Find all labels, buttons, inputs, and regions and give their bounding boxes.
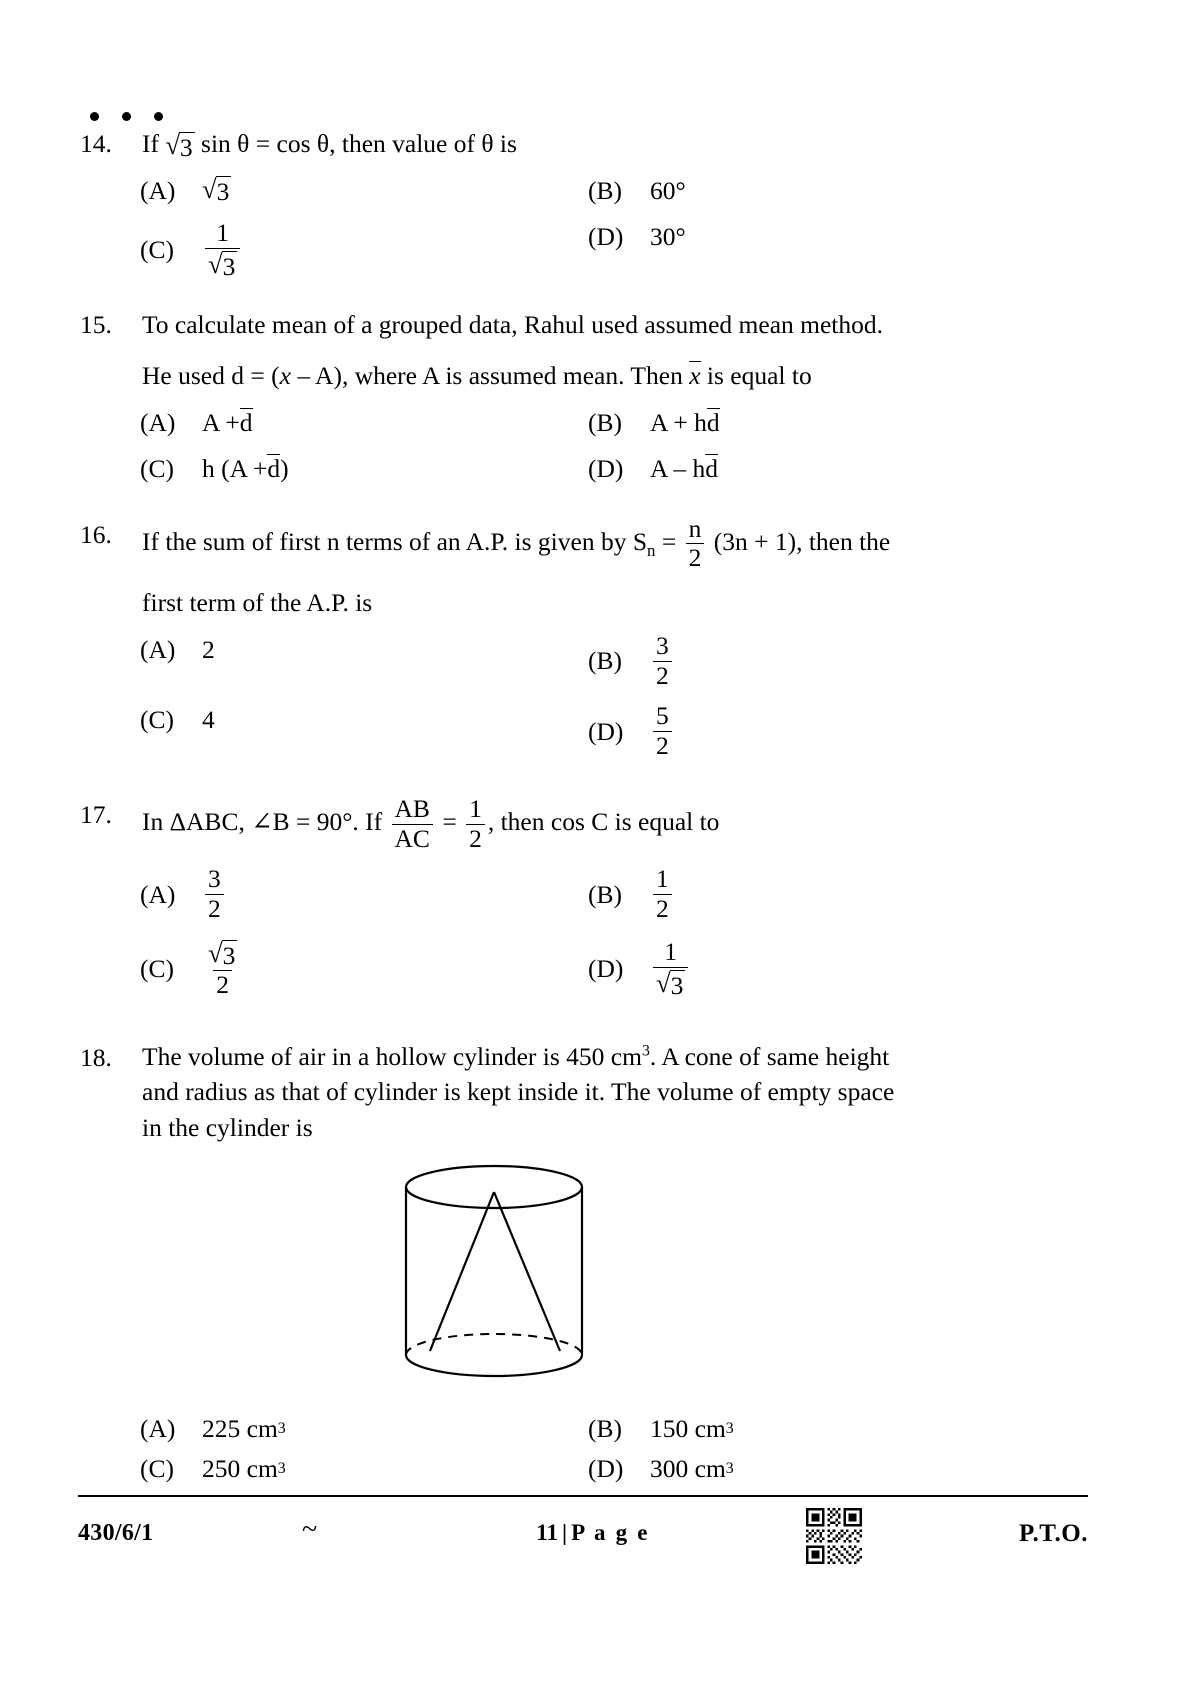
denominator: 2 (205, 894, 224, 923)
denominator: 2 (653, 731, 672, 760)
question-line-1 (142, 1039, 1088, 1074)
numerator (205, 939, 240, 971)
option-label: (B) (588, 646, 622, 676)
fraction (205, 939, 240, 999)
pto-label: P.T.O. (1019, 1520, 1088, 1547)
option-label: (D) (588, 954, 624, 984)
tilde-mark: ~ (302, 1514, 318, 1545)
option-label: (A) (140, 1413, 176, 1443)
fraction (205, 217, 240, 281)
numerator: 3 (656, 630, 669, 660)
sqrt-expression (202, 173, 231, 206)
question-16 (78, 513, 1088, 761)
fraction (686, 513, 705, 573)
qr-code-icon (806, 1508, 862, 1564)
option-value (202, 173, 231, 206)
option-label: (C) (140, 954, 174, 984)
question-14 (78, 125, 1088, 280)
question-text-before: If (142, 129, 159, 158)
option-a[interactable] (140, 406, 588, 440)
options-16 (140, 630, 1088, 761)
sqrt-expression (656, 967, 685, 1000)
radicand: 3 (222, 251, 236, 281)
question-number: 18. (80, 1043, 112, 1073)
fraction-half (466, 793, 485, 853)
option-label: (D) (588, 221, 624, 251)
denominator: 2 (653, 661, 672, 690)
option-value: 30° (650, 221, 686, 251)
fraction (653, 703, 672, 760)
option-label: (C) (140, 234, 174, 264)
cylinder-bottom-front-arc (406, 1355, 582, 1376)
option-value (202, 408, 253, 438)
option-d[interactable] (588, 220, 1088, 254)
question-text (142, 125, 1088, 164)
radicand: 3 (670, 970, 684, 1000)
page-word: P a g e (571, 1520, 650, 1545)
question-line-2 (142, 357, 1088, 396)
variable-x: x (279, 360, 291, 390)
option-row (140, 630, 1088, 690)
option-a[interactable] (140, 633, 588, 667)
option-label: (C) (140, 453, 174, 483)
option-value: 2 (202, 634, 215, 664)
option-c[interactable] (140, 452, 588, 486)
numerator: 1 (656, 864, 669, 894)
denominator: 2 (686, 543, 705, 572)
option-a[interactable] (140, 1412, 588, 1446)
question-number: 16. (80, 519, 112, 549)
line1-part-a: The volume of air in a hollow cylinder is 450 cm (142, 1042, 642, 1072)
question-text (142, 306, 1088, 396)
option-row (140, 452, 1088, 486)
question-text (142, 1039, 1088, 1145)
option-value (202, 454, 289, 484)
dot-icon (122, 112, 131, 121)
question-line-3: in the cylinder is (142, 1112, 313, 1142)
option-d[interactable] (588, 1452, 1088, 1486)
line-part-b: , then cos C is equal to (487, 807, 720, 837)
denominator: 2 (213, 970, 232, 999)
question-text (142, 513, 1088, 623)
paper-code: 430/6/1 (78, 1520, 154, 1546)
question-text (142, 793, 1088, 853)
radical-sign: √ (208, 248, 223, 279)
option-b[interactable] (588, 1412, 1088, 1446)
question-line-1 (142, 513, 1088, 573)
option-row (140, 1452, 1088, 1486)
option-prefix: A + h (650, 407, 707, 437)
options-17 (140, 866, 1088, 999)
line2-part-b: – A), where A is assumed mean. Then (290, 360, 683, 390)
options-14 (140, 174, 1088, 280)
question-line-2: first term of the A.P. is (142, 588, 373, 618)
option-text: 150 cm (650, 1413, 726, 1443)
option-suffix: ) (280, 453, 289, 483)
question-17 (78, 793, 1088, 1000)
option-label: (B) (588, 879, 622, 909)
option-label: (C) (140, 705, 174, 735)
continuation-dots (90, 112, 1088, 121)
question-list (78, 112, 1088, 1512)
question-number: 14. (80, 129, 112, 158)
fraction (653, 936, 688, 1000)
option-value: 4 (202, 705, 215, 735)
page-number: 11 (536, 1520, 558, 1545)
option-value: 250 cm 3 (202, 1453, 286, 1483)
question-text-after: sin θ = cos θ, then value of θ is (201, 129, 517, 158)
option-c[interactable] (140, 217, 588, 281)
option-text: 225 cm (202, 1413, 278, 1443)
numerator: AB (394, 793, 430, 823)
line1-part-b: (3n + 1), then the (713, 526, 891, 556)
subscript-n: n (647, 540, 656, 560)
radical-sign: √ (208, 937, 223, 968)
option-d[interactable] (588, 703, 1088, 760)
option-value (202, 866, 227, 923)
d-bar: d (705, 454, 719, 484)
question-number: 15. (80, 310, 112, 340)
option-text: 300 cm (650, 1453, 726, 1483)
option-c[interactable] (140, 939, 588, 999)
question-line-2: and radius as that of cylinder is kept inside it. The volume of empty space (142, 1077, 895, 1107)
radicand: 3 (222, 940, 236, 970)
exponent: 3 (641, 1042, 650, 1060)
d-bar: d (706, 408, 720, 438)
numerator: 1 (469, 793, 482, 823)
option-value: 150 cm 3 (650, 1413, 734, 1443)
denominator: 2 (653, 894, 672, 923)
radicand: 3 (179, 133, 193, 162)
denominator (205, 248, 240, 281)
option-value (650, 630, 675, 690)
option-label: (A) (140, 175, 176, 205)
option-value (650, 936, 691, 1000)
option-prefix: h (A + (202, 453, 268, 483)
option-label: (D) (588, 1453, 624, 1483)
dot-icon (90, 112, 99, 121)
cone-left-slant (430, 1192, 494, 1351)
page-indicator (473, 1520, 713, 1546)
option-value (650, 454, 718, 484)
option-value (650, 703, 675, 760)
d-bar: d (239, 408, 253, 438)
line2-part-a: He used d = ( (142, 360, 280, 390)
footer-divider (78, 1495, 1088, 1497)
numerator: 1 (664, 936, 678, 966)
line-part-a: In ΔABC, ∠B = 90°. If (142, 807, 383, 837)
question-15 (78, 306, 1088, 486)
equals-sign: = (661, 526, 677, 556)
option-row (140, 936, 1088, 1000)
option-prefix: A – h (650, 453, 706, 483)
option-text: 250 cm (202, 1453, 278, 1483)
cone-right-slant (494, 1192, 560, 1351)
option-d[interactable] (588, 936, 1088, 1000)
option-label: (D) (588, 716, 624, 746)
cylinder-cone-figure (388, 1159, 608, 1394)
option-b[interactable] (588, 174, 1088, 208)
radical-sign: √ (202, 173, 217, 204)
sqrt-expression (208, 937, 237, 970)
option-row (140, 406, 1088, 440)
options-15 (140, 406, 1088, 486)
dot-icon (154, 112, 163, 121)
option-label: (B) (588, 407, 622, 437)
option-row (140, 174, 1088, 208)
sqrt-expression (165, 132, 194, 162)
option-row (140, 217, 1088, 281)
option-b[interactable] (588, 630, 1088, 690)
d-bar: d (267, 454, 281, 484)
radical-sign: √ (656, 967, 671, 998)
cylinder-with-inscribed-cone-diagram (388, 1159, 608, 1389)
option-label: (D) (588, 453, 624, 483)
sqrt-expression (208, 248, 237, 281)
denominator: AC (392, 824, 433, 853)
numerator: 5 (656, 701, 669, 731)
option-value (650, 866, 675, 923)
numerator: n (688, 513, 702, 543)
radicand: 3 (216, 176, 230, 206)
equals-sign: = (442, 807, 457, 837)
option-d[interactable] (588, 452, 1088, 486)
option-a[interactable] (140, 866, 588, 923)
option-label: (A) (140, 634, 176, 664)
qr-code (806, 1508, 862, 1564)
fraction (653, 630, 672, 690)
option-label: (C) (140, 1453, 174, 1483)
option-row (140, 1412, 1088, 1446)
radical-sign: √ (165, 130, 180, 160)
option-c[interactable] (140, 1452, 588, 1486)
option-row (140, 703, 1088, 760)
denominator: 2 (466, 824, 485, 853)
option-value (650, 408, 720, 438)
denominator (653, 967, 688, 1000)
page-separator: | (562, 1520, 568, 1545)
option-b[interactable] (588, 406, 1088, 440)
option-row (140, 866, 1088, 923)
option-prefix: A + (202, 407, 240, 437)
fraction-ab-ac (392, 793, 433, 853)
option-c[interactable] (140, 703, 588, 737)
line1-part-b: . A cone of same height (649, 1042, 890, 1072)
question-line-1: To calculate mean of a grouped data, Rahul used assumed mean method. (142, 310, 884, 340)
option-value (202, 217, 243, 281)
line2-part-c: is equal to (706, 360, 812, 390)
question-18 (78, 1039, 1088, 1486)
option-value: 60° (650, 175, 686, 205)
option-b[interactable] (588, 866, 1088, 923)
option-value: 300 cm 3 (650, 1453, 734, 1483)
option-label: (A) (140, 407, 176, 437)
option-value: 225 cm 3 (202, 1413, 286, 1443)
question-line-1 (142, 793, 1088, 853)
option-label: (B) (588, 1413, 622, 1443)
numerator: 1 (216, 217, 230, 247)
line1-part-a: If the sum of first n terms of an A.P. is given by S (142, 526, 648, 556)
x-bar: x (689, 360, 701, 390)
page-footer (78, 1508, 1088, 1578)
numerator: 3 (208, 864, 221, 894)
option-label: (B) (588, 175, 622, 205)
option-value (202, 939, 243, 999)
fraction (205, 866, 224, 923)
options-18 (140, 1412, 1088, 1486)
cylinder-top-ellipse (406, 1166, 582, 1208)
option-label: (A) (140, 879, 176, 909)
fraction (653, 866, 672, 923)
option-a[interactable] (140, 174, 588, 208)
question-number: 17. (80, 799, 112, 829)
